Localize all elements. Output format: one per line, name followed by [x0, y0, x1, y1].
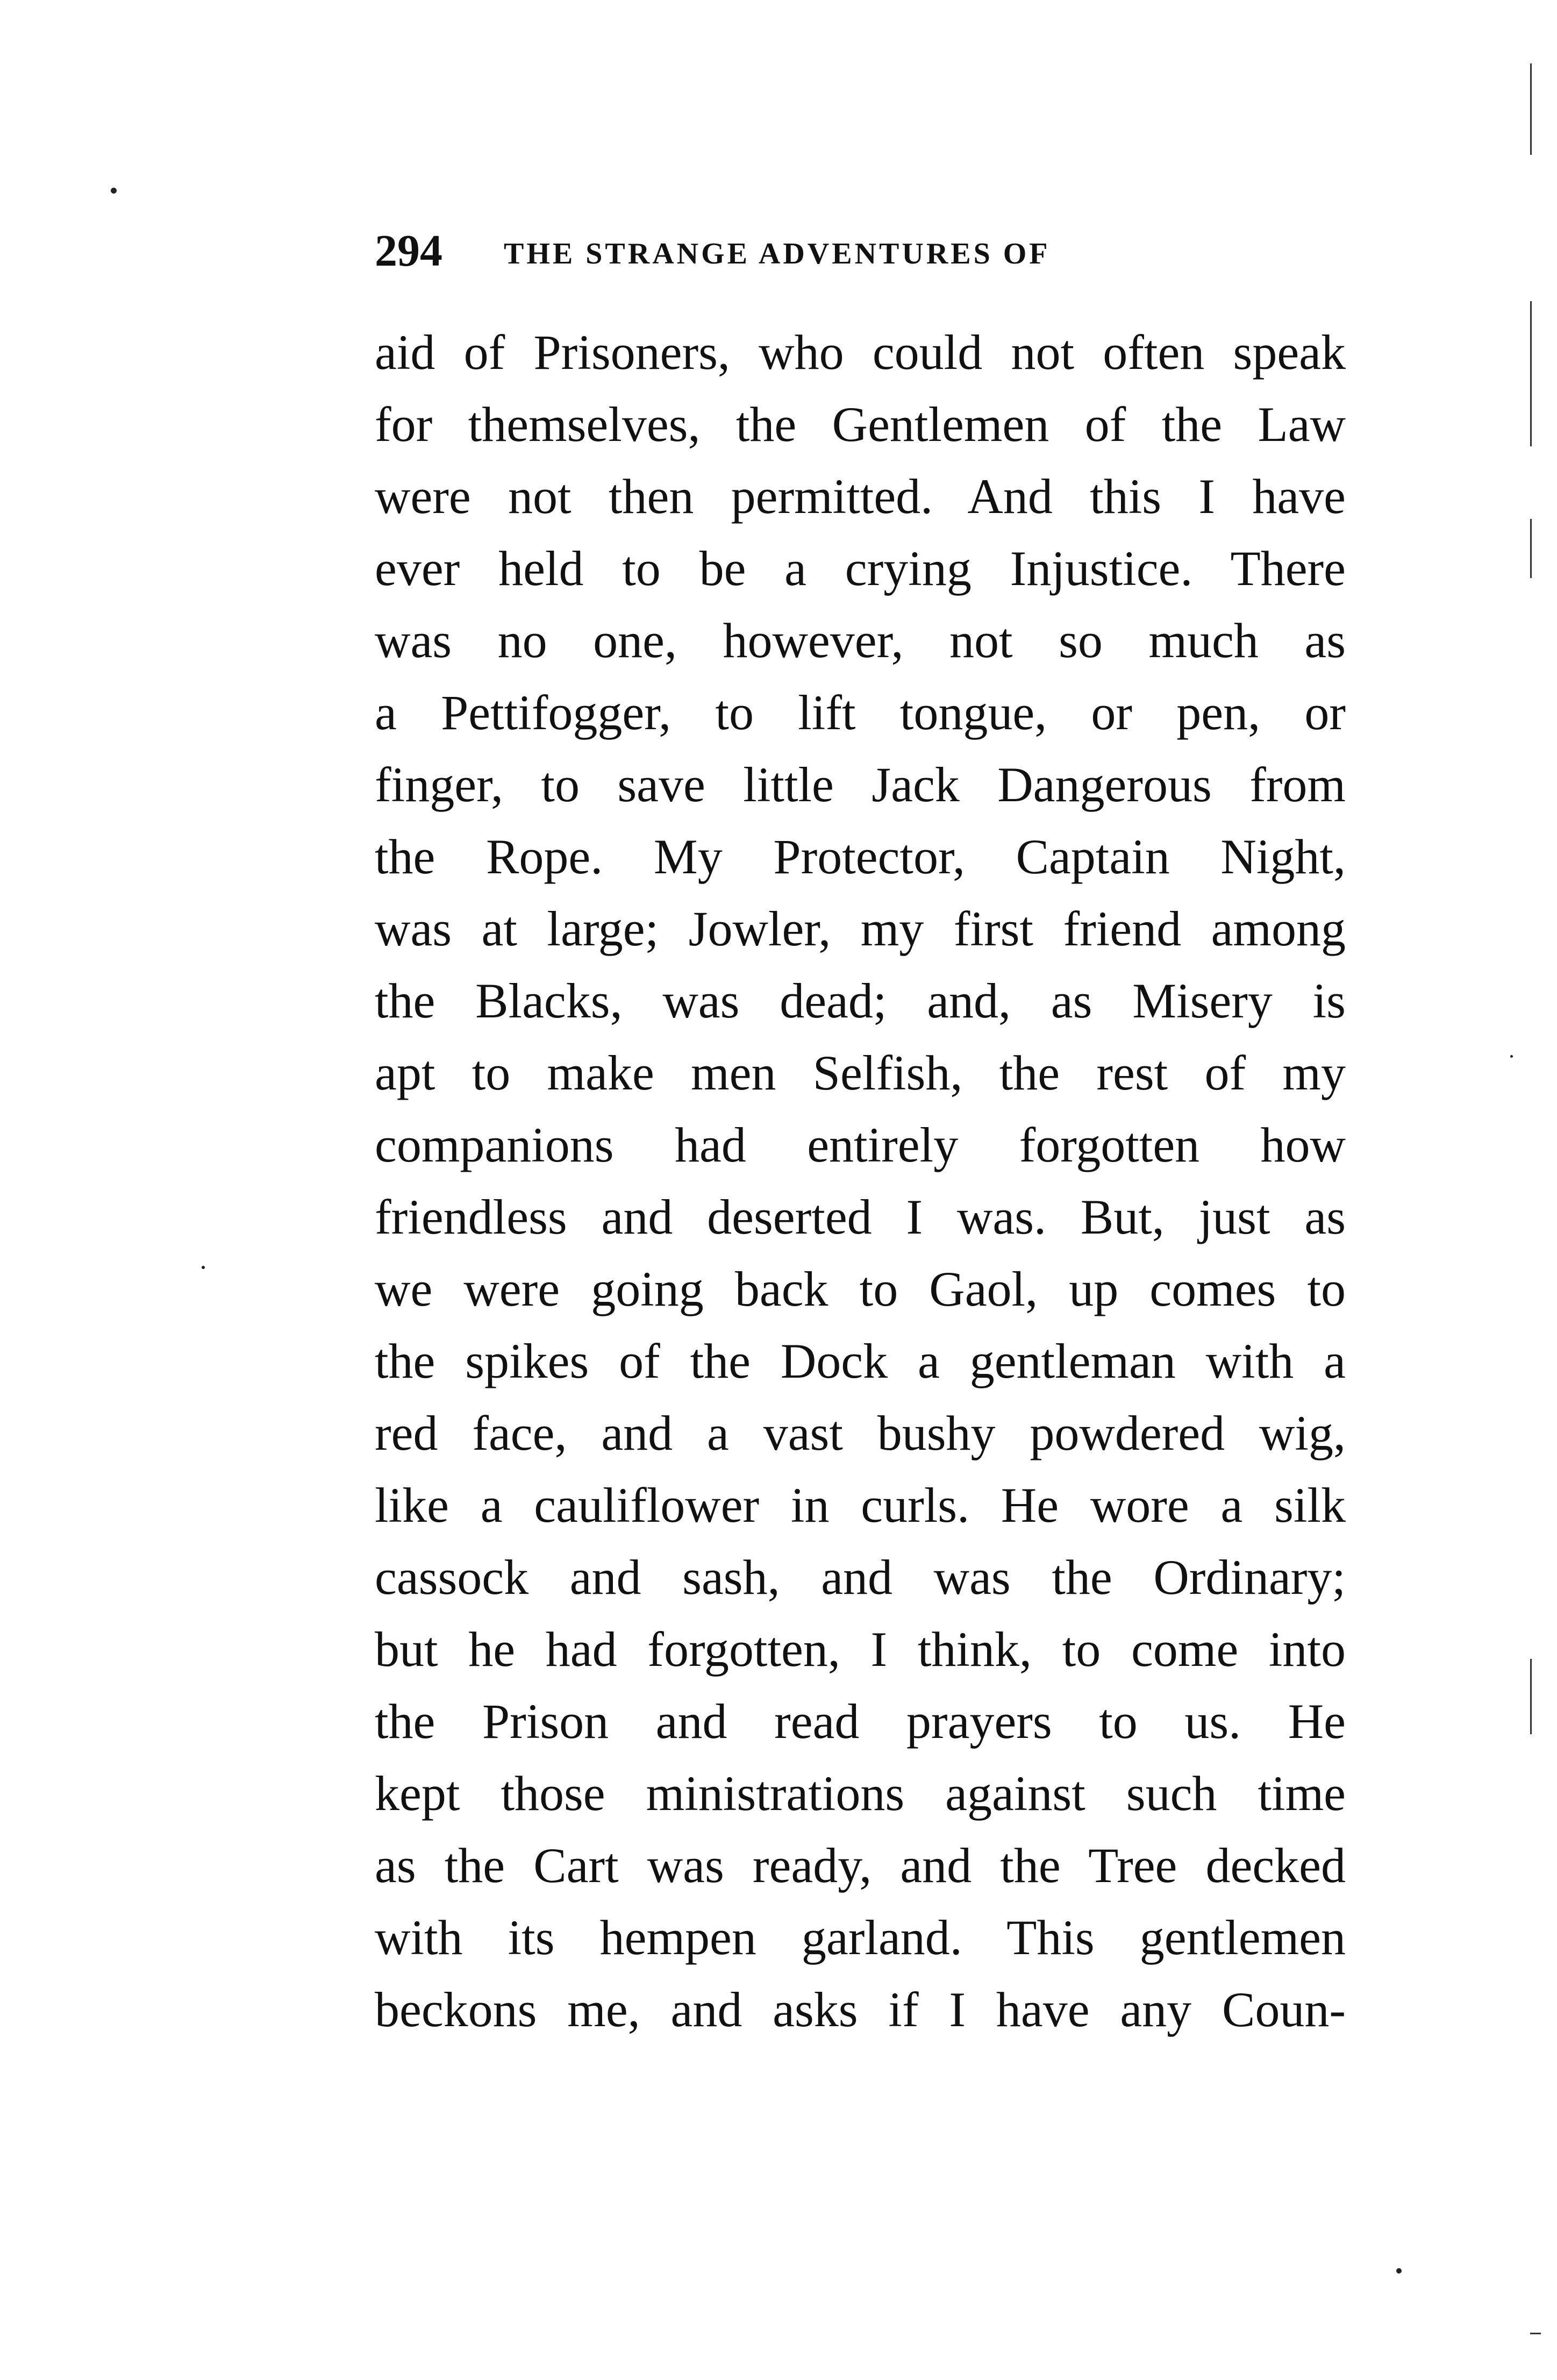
text-line: aid of Prisoners, who could not often speak [375, 325, 1346, 380]
text-line: companions had entirely forgotten how [375, 1117, 1346, 1172]
text-line: was no one, however, not so much as [375, 613, 1346, 668]
text-line: for themselves, the Gentlemen of the Law [375, 397, 1346, 452]
scan-speck [202, 1266, 205, 1269]
scan-speck [111, 188, 117, 194]
text-line: a Pettifogger, to lift tongue, or pen, or [375, 685, 1346, 740]
text-line: the spikes of the Dock a gentleman with a [375, 1334, 1346, 1388]
running-title: THE STRANGE ADVENTURES OF [504, 237, 1051, 270]
page-edge-rule [1530, 63, 1532, 155]
text-line: were not then permitted. And this I have [375, 469, 1346, 524]
page-edge-rule [1530, 1659, 1532, 1734]
scan-speck [1510, 1055, 1513, 1058]
text-line: red face, and a vast bushy powdered wig, [375, 1406, 1346, 1460]
text-line: like a cauliflower in curls. He wore a silk [375, 1478, 1346, 1533]
text-line: ever held to be a crying Injustice. There [375, 541, 1346, 596]
text-line: but he had forgotten, I think, to come into [375, 1622, 1346, 1677]
running-head [375, 222, 1369, 281]
text-line: apt to make men Selfish, the rest of my [375, 1045, 1346, 1100]
page-number: 294 [375, 226, 442, 276]
text-line: the Rope. My Protector, Captain Night, [375, 829, 1346, 884]
text-line: beckons me, and asks if I have any Coun- [375, 1982, 1346, 2037]
page-edge-rule [1530, 301, 1532, 446]
text-line: we were going back to Gaol, up comes to [375, 1262, 1346, 1316]
scan-speck [1396, 2268, 1402, 2274]
text-line: as the Cart was ready, and the Tree decked [375, 1838, 1346, 1893]
text-line: cassock and sash, and was the Ordinary; [375, 1550, 1346, 1605]
body-text [375, 316, 1346, 2046]
text-line: the Blacks, was dead; and, as Misery is [375, 973, 1346, 1028]
text-line: was at large; Jowler, my first friend among [375, 901, 1346, 956]
text-line: kept those ministrations against such time [375, 1766, 1346, 1821]
page-edge-rule [1530, 519, 1532, 578]
text-line: finger, to save little Jack Dangerous from [375, 757, 1346, 812]
text-line: with its hempen garland. This gentlemen [375, 1910, 1346, 1965]
text-line: friendless and deserted I was. But, just as [375, 1189, 1346, 1244]
text-line: the Prison and read prayers to us. He [375, 1694, 1346, 1749]
page-edge-rule [1530, 2333, 1541, 2334]
